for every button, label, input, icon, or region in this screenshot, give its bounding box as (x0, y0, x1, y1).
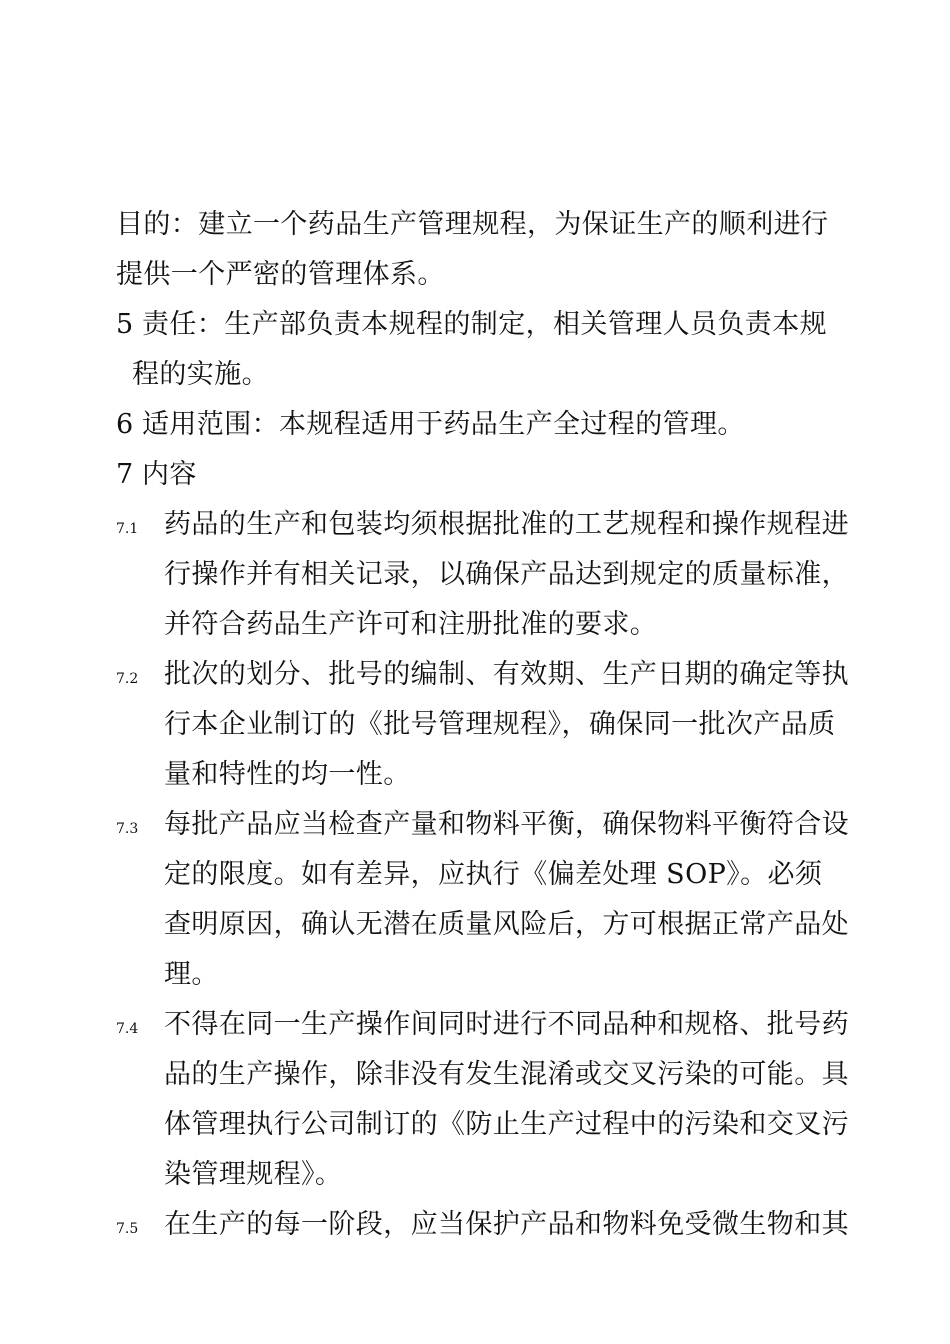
purpose-line-2: 提供一个严密的管理体系。 (116, 259, 445, 290)
purpose-line-1: 目的：建立一个药品生产管理规程，为保证生产的顺利进行 (116, 209, 829, 240)
item-7-1-number: 7.1 (116, 521, 139, 537)
section-6-line-1: 适用范围：本规程适用于药品生产全过程的管理。 (142, 409, 745, 440)
item-7-3-number: 7.3 (116, 821, 139, 837)
item-7-5-number: 7.5 (116, 1221, 139, 1237)
item-7-2-line: 批次的划分、批号的编制、有效期、生产日期的确定等执 (164, 659, 849, 690)
section-5-number: 5 (116, 309, 134, 340)
item-7-4-number: 7.4 (116, 1021, 139, 1037)
item-7-3-line: 定的限度。如有差异，应执行《偏差处理 SOP》。必须 (164, 859, 823, 890)
item-7-3-line: 查明原因，确认无潜在质量风险后，方可根据正常产品处 (164, 909, 849, 940)
item-7-4-line: 不得在同一生产操作间同时进行不同品种和规格、批号药 (164, 1009, 849, 1040)
section-7-title: 内容 (142, 459, 197, 490)
item-7-4-line: 体管理执行公司制订的《防止生产过程中的污染和交叉污 (164, 1109, 849, 1140)
item-7-5-line: 在生产的每一阶段，应当保护产品和物料免受微生物和其 (164, 1209, 849, 1240)
section-7-number: 7 (116, 459, 134, 490)
section-5-line-1: 责任：生产部负责本规程的制定，相关管理人员负责本规 (142, 309, 827, 340)
item-7-2-number: 7.2 (116, 671, 139, 687)
section-6-number: 6 (116, 409, 134, 440)
item-7-1-line: 行操作并有相关记录，以确保产品达到规定的质量标准， (164, 559, 849, 590)
section-5-line-2: 程的实施。 (132, 359, 269, 390)
item-7-4-line: 品的生产操作，除非没有发生混淆或交叉污染的可能。具 (164, 1059, 849, 1090)
item-7-1-line: 并符合药品生产许可和注册批准的要求。 (164, 609, 658, 640)
item-7-2-line: 行本企业制订的《批号管理规程》，确保同一批次产品质 (164, 709, 836, 740)
item-7-2-line: 量和特性的均一性。 (164, 759, 411, 790)
item-7-3-line: 每批产品应当检查产量和物料平衡，确保物料平衡符合设 (164, 809, 849, 840)
item-7-4-line: 染管理规程》。 (164, 1159, 343, 1190)
item-7-1-line: 药品的生产和包装均须根据批准的工艺规程和操作规程进 (164, 509, 849, 540)
item-7-3-line: 理。 (164, 959, 219, 990)
